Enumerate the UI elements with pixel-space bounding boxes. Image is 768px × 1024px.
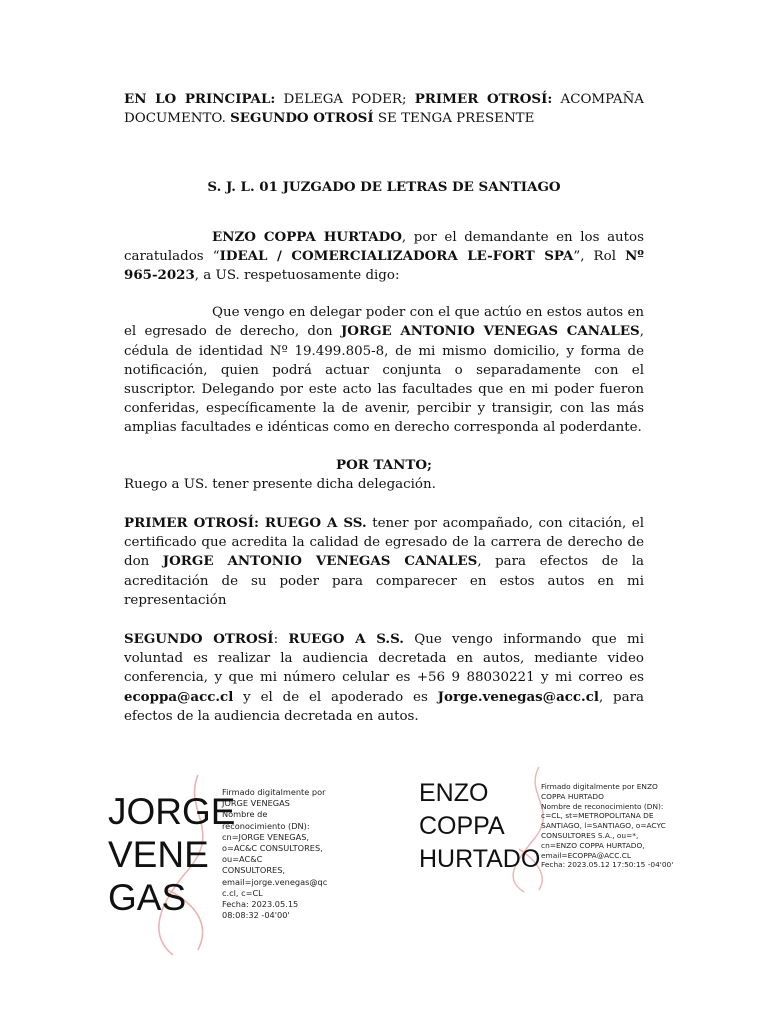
delegation-text-1: Que vengo en delegar poder con el que actúo en estos autos en el egresado de derecho, don [124,305,644,340]
intro-text-1: , por el demandante en los autos caratulados “ [124,229,644,264]
primer-otrosi-paragraph [124,514,644,610]
signature-meta-left: Firmado digitalmente por JORGE VENEGAS Nombre de reconocimiento (DN): cn=JORGE VENEGAS, o=AC&C CONSULTORES, ou=AC&C CONSULTORES, email=jorge.venegas@qc c.cl, c=CL Fecha: 2023.05.15 08:08:32 -04'00' [222,787,328,921]
segundo-otrosi-email-2: Jorge.venegas@acc.cl [437,688,599,705]
delegation-text-2: , cédula de identidad Nº 19.499.805-8, de mi mismo domicilio, y forma de notificación, quien podrá actuar conjunta o separadamente con el suscriptor. Delegando por este acto las facultades que en mi poder fueron conferidas, específicamente la de avenir, percibir y transigir, con las más amplias facultades e idénticas como en derecho corresponda al poderdante. [124,324,644,436]
primer-otrosi-name: JORGE ANTONIO VENEGAS CANALES [162,553,478,570]
heading-primer-label: PRIMER OTROSÍ: [414,91,553,107]
intro-name: ENZO COPPA HURTADO [212,228,402,245]
por-tanto-title-text: POR TANTO; [336,456,432,473]
por-tanto-text: Ruego a US. tener presente dicha delegación. [124,476,436,492]
signer-name-large [108,790,235,919]
intro-rol: Nº 965-2023 [124,247,644,284]
court-title [124,178,644,197]
signature-block-enzo-coppa [419,764,674,904]
document-body [124,90,644,726]
intro-case-name: IDEAL / COMERCIALIZADORA LE-FORT SPA [219,247,574,264]
segundo-otrosi-text-1: Que vengo informando que mi voluntad es realizar la audiencia decretada en autos, mediante video conferencia, y que mi número celular es +56 9 88030221 y mi correo es [124,632,644,686]
heading-segundo-label: SEGUNDO OTROSÍ [230,110,374,127]
por-tanto-title [124,456,644,475]
intro-text-2: ”, Rol [573,248,626,264]
heading-principal-text: DELEGA PODER; [275,92,415,107]
signer-name-line: COPPA [419,812,505,840]
primer-otrosi-label: PRIMER OTROSÍ: RUEGO A SS. [124,515,367,532]
signer-name-line: GAS [108,877,187,918]
signer-name-line: HURTADO [419,845,541,873]
segundo-otrosi-label-2: RUEGO A S.S. [288,631,404,648]
signer-name-line: ENZO [419,779,489,807]
signer-name-line: VENE [108,834,209,875]
heading-segundo-text: SE TENGA PRESENTE [373,111,535,127]
court-title-text: S. J. L. 01 JUZGADO DE LETRAS DE SANTIAGO [207,179,561,196]
heading-primer-text: ACOMPAÑA DOCUMENTO. [124,92,644,127]
primer-otrosi-text-1: tener por acompañado, con citación, el certificado que acredita la calidad de egresado de la carrera de derecho de don [124,516,644,570]
segundo-otrosi-paragraph [124,630,644,726]
intro-paragraph [124,228,644,286]
heading [124,90,644,128]
segundo-otrosi-text-2: y el de el apoderado es [233,689,438,705]
primer-otrosi-text-2: , para efectos de la acreditación de su poder para comparecer en estos autos en mi representación [124,554,645,608]
delegation-paragraph [124,303,644,437]
signature-block-jorge-venegas [108,760,358,960]
segundo-otrosi-text-3: , para efectos de la audiencia decretada en autos. [124,689,645,724]
segundo-otrosi-sep: : [273,632,289,648]
segundo-otrosi-email-1: ecoppa@acc.cl [124,688,234,705]
signer-name-large [419,777,540,876]
intro-text-3: , a US. respetuosamente digo: [194,268,400,284]
segundo-otrosi-label-1: SEGUNDO OTROSÍ [124,631,274,648]
signer-name-line: JORGE [108,791,236,832]
delegation-name: JORGE ANTONIO VENEGAS CANALES [340,323,640,340]
heading-principal-label: EN LO PRINCIPAL: [124,91,276,107]
signature-meta-right: Firmado digitalmente por ENZO COPPA HURTADO Nombre de reconocimiento (DN): c=CL, st=METROPOLITANA DE SANTIAGO, l=SANTIAGO, o=ACYC CONSULTORES S.A., ou=*, cn=ENZO COPPA HURTADO, email=ECOPPA@ACC.CL Fecha: 2023.05.12 17:50:15 -04'00' [541,782,674,870]
